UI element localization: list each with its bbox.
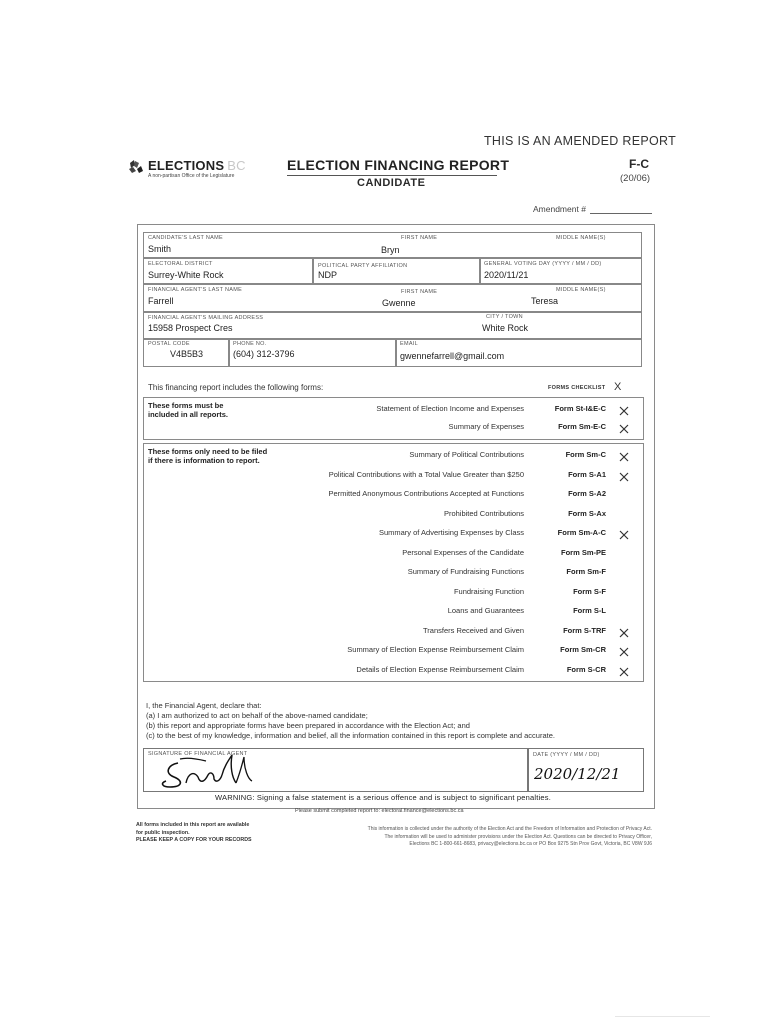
postal-label: POSTAL CODE — [148, 341, 190, 347]
logo-icon — [128, 160, 146, 174]
phone-label: PHONE NO. — [233, 341, 267, 347]
voting-day-value[interactable]: 2020/11/21 — [484, 270, 529, 280]
signature-drawing — [158, 753, 268, 789]
form-row-checkbox[interactable] — [619, 605, 631, 617]
agent-middle-name-label: MIDDLE NAME(S) — [556, 287, 606, 293]
form-row-name: Prohibited Contributions — [443, 508, 524, 518]
form-row-checkbox[interactable] — [619, 403, 631, 415]
declaration-line-2: (a) I am authorized to act on behalf of the above-named candidate; — [146, 711, 368, 720]
form-row-code: Form S-CR — [566, 664, 606, 674]
logo-text: ELECTIONS — [148, 158, 225, 173]
x-mark-icon — [619, 530, 629, 540]
form-row-name: Summary of Election Expense Reimbursement Claim — [347, 645, 524, 654]
district-value[interactable]: Surrey-White Rock — [148, 270, 224, 280]
form-row-checkbox[interactable] — [619, 644, 631, 656]
form-row-code: Form Sm-F — [566, 567, 606, 576]
form-row-name: Transfers Received and Given — [422, 625, 524, 635]
submit-note: Please submit completed report to: electoral.finance@elections.bc.ca — [295, 808, 464, 814]
x-mark-icon — [619, 424, 629, 434]
required-forms-label: These forms must be included in all reports. — [148, 401, 229, 419]
amended-report-notice: THIS IS AN AMENDED REPORT — [484, 134, 677, 148]
logo-suffix: BC — [227, 158, 246, 173]
agent-address-label: FINANCIAL AGENT'S MAILING ADDRESS — [148, 315, 264, 321]
form-row-checkbox[interactable] — [619, 625, 631, 637]
form-row-name: Loans and Guarantees — [447, 606, 524, 615]
form-row-code: Form S-TRF — [563, 625, 606, 635]
optional-forms-label: These forms only need to be filed if there is information to report. — [148, 447, 268, 465]
candidate-first-name[interactable]: Bryn — [381, 245, 400, 255]
form-row-name: Summary of Expenses — [448, 422, 524, 431]
form-row-code: Form S-A1 — [568, 469, 606, 479]
footer-left: All forms included in this report are available for public inspection. PLEASE KEEP A COPY FOR YOUR RECORDS — [136, 822, 252, 843]
form-row-name: Political Contributions with a Total Value Greater than $250 — [328, 469, 524, 479]
form-row-code: Form St-I&E-C — [554, 404, 606, 413]
form-row-name: Permitted Anonymous Contributions Accepted at Functions — [328, 489, 524, 498]
agent-middle-name[interactable]: Teresa — [531, 296, 559, 306]
x-mark-icon — [619, 406, 629, 416]
candidate-middle-name-label: MIDDLE NAME(S) — [556, 235, 606, 241]
form-row-checkbox[interactable] — [619, 469, 631, 481]
form-row-checkbox[interactable] — [619, 664, 631, 676]
forms-intro: This financing report includes the following forms: — [148, 383, 324, 392]
amendment-field[interactable] — [590, 213, 652, 214]
form-row-name: Details of Election Expense Reimbursement Claim — [356, 664, 524, 674]
form-row-code: Form S-A2 — [568, 489, 606, 498]
email-label: EMAIL — [400, 341, 419, 347]
form-row-checkbox[interactable] — [619, 566, 631, 578]
form-row-code: Form Sm-A-C — [557, 528, 606, 537]
x-mark-icon — [619, 647, 629, 657]
district-label: ELECTORAL DISTRICT — [148, 261, 213, 267]
form-row-name: Summary of Advertising Expenses by Class — [378, 528, 524, 537]
form-row-name: Statement of Election Income and Expenses — [376, 404, 524, 413]
x-mark-icon — [619, 472, 629, 482]
form-row-checkbox[interactable] — [619, 488, 631, 500]
candidate-last-name[interactable]: Smith — [148, 244, 172, 254]
form-row-checkbox[interactable] — [619, 449, 631, 461]
form-row-name: Fundraising Function — [453, 586, 524, 596]
agent-address[interactable]: 15958 Prospect Cres — [148, 323, 233, 333]
declaration-line-4: (c) to the best of my knowledge, information and belief, all the information contained in this report is complete and accurate. — [146, 731, 555, 740]
x-mark-icon — [619, 667, 629, 677]
agent-last-name-label: FINANCIAL AGENT'S LAST NAME — [148, 287, 243, 293]
forms-checklist-label: FORMS CHECKLIST — [548, 385, 606, 391]
form-row-code: Form Sm-C — [565, 450, 606, 459]
form-row-code: Form Sm-E-C — [558, 422, 606, 431]
party-value[interactable]: NDP — [318, 270, 338, 280]
date-box[interactable] — [528, 748, 644, 792]
form-row-code: Form S-Ax — [568, 508, 606, 518]
report-subtitle: CANDIDATE — [357, 177, 426, 189]
form-row-name: Summary of Political Contributions — [409, 450, 524, 459]
title-underline — [287, 175, 497, 176]
agent-first-name-label: FIRST NAME — [401, 289, 438, 295]
form-row-name: Summary of Fundraising Functions — [407, 567, 524, 576]
warning-text: WARNING: Signing a false statement is a serious offence and is subject to significant penalties. — [215, 793, 552, 802]
form-row-code: Form S-F — [573, 586, 606, 596]
form-row-name: Personal Expenses of the Candidate — [402, 547, 524, 557]
form-row-code: Form Sm-PE — [560, 547, 606, 557]
forms-checklist-mark: X — [614, 381, 622, 393]
agent-city[interactable]: White Rock — [482, 323, 529, 333]
report-title: ELECTION FINANCING REPORT — [287, 157, 510, 173]
x-mark-icon — [619, 452, 629, 462]
date-label: DATE (YYYY / MM / DD) — [533, 752, 600, 758]
form-code: F-C — [629, 157, 649, 171]
phone-value[interactable]: (604) 312-3796 — [233, 349, 295, 359]
logo-subtitle: A non-partisan Office of the Legislature — [148, 173, 235, 179]
form-row-code: Form Sm-CR — [560, 645, 606, 654]
form-row-checkbox[interactable] — [619, 508, 631, 520]
form-row-checkbox[interactable] — [619, 586, 631, 598]
email-value[interactable]: gwennefarrell@gmail.com — [400, 351, 505, 361]
form-row-checkbox[interactable] — [619, 547, 631, 559]
agent-city-label: CITY / TOWN — [486, 314, 523, 320]
scan-artifact-line — [615, 1016, 710, 1017]
declaration-line-1: I, the Financial Agent, declare that: — [146, 701, 262, 710]
form-row-checkbox[interactable] — [619, 527, 631, 539]
x-mark-icon — [619, 628, 629, 638]
party-label: POLITICAL PARTY AFFILIATION — [318, 263, 408, 269]
form-date: (20/06) — [620, 173, 651, 184]
date-value: 2020/12/21 — [534, 765, 621, 783]
voting-day-label: GENERAL VOTING DAY (YYYY / MM / DD) — [484, 261, 602, 267]
signature-box[interactable] — [143, 748, 528, 792]
form-row-code: Form S-L — [573, 606, 606, 615]
footer-privacy: This information is collected under the authority of the Election Act and the Freedom of Information and Protection of Privacy Act. The information will be used to administer provisions under the Election Act. Questions can be directed to Privacy Officer, Elections BC 1-800-661-8683, privacy@elections.bc.ca or PO Box 9275 Stn Prov Govt, Victoria, BC V8W 9J6 — [367, 826, 652, 847]
declaration-line-3: (b) this report and appropriate forms have been prepared in accordance with the Election Act; and — [146, 721, 470, 730]
agent-first-name[interactable]: Gwenne — [382, 298, 416, 308]
candidate-first-name-label: FIRST NAME — [401, 235, 438, 241]
postal-value[interactable]: V4B5B3 — [170, 349, 204, 359]
signature-label: SIGNATURE OF FINANCIAL AGENT — [148, 751, 248, 757]
agent-last-name[interactable]: Farrell — [148, 296, 174, 306]
amendment-label: Amendment # — [533, 204, 586, 214]
party-cell — [313, 258, 480, 284]
form-row-checkbox[interactable] — [619, 421, 631, 433]
candidate-last-name-label: CANDIDATE'S LAST NAME — [148, 235, 223, 241]
